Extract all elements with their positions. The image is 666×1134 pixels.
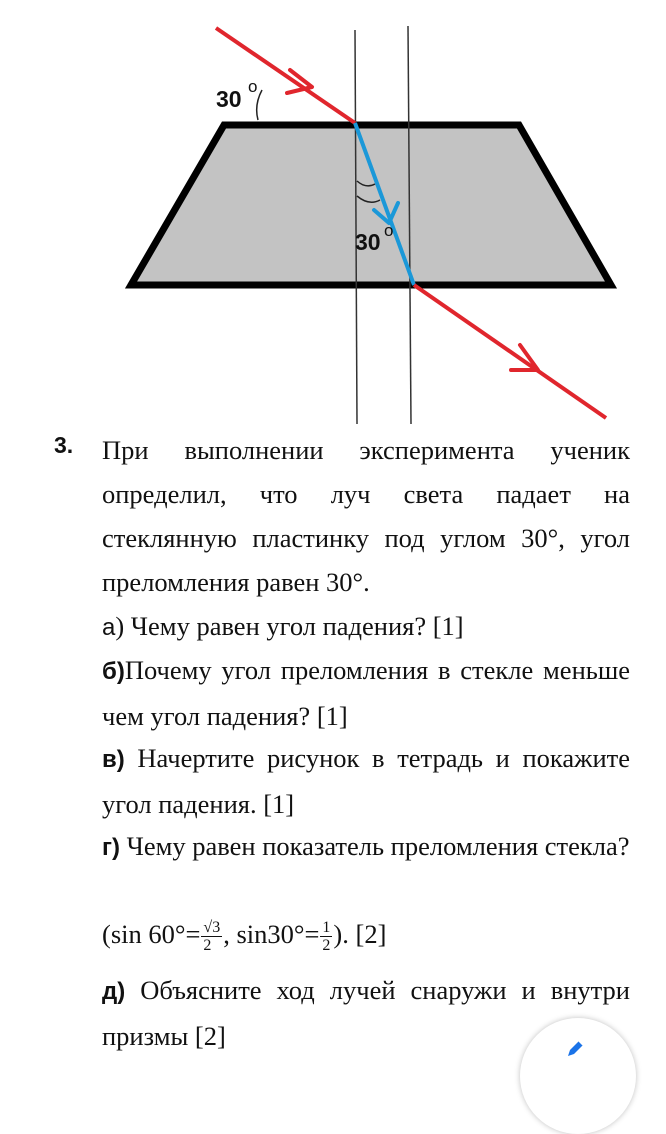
- question-d-text: Объясните ход лучей снаружи и внутри призмы [2]: [102, 975, 630, 1051]
- question-g: [102, 824, 630, 870]
- emergent-ray: [414, 285, 606, 418]
- question-b-label: б): [102, 658, 125, 685]
- inner-angle-degree: o: [384, 221, 394, 240]
- question-a-label: а: [102, 614, 116, 641]
- formula-open: (sin 60°=: [102, 919, 201, 949]
- question-v: [102, 736, 630, 826]
- pencil-icon: [564, 1038, 586, 1060]
- question-g-text: Чему равен показатель преломления стекла?: [120, 831, 630, 861]
- question-a-text: ) Чему равен угол падения? [1]: [115, 611, 464, 641]
- question-g-label: г): [102, 834, 120, 861]
- fraction-1-over-2: [320, 919, 332, 954]
- fraction-2-denominator: 2: [322, 937, 331, 955]
- edit-button[interactable]: [520, 1018, 636, 1134]
- fraction-sqrt3-over-2: [201, 919, 222, 954]
- fraction-1-denominator: 2: [203, 937, 212, 955]
- task-number: 3.: [54, 432, 74, 458]
- fraction-1-numerator: √3: [203, 919, 221, 937]
- question-a: [102, 604, 630, 650]
- formula-mid: , sin30°=: [223, 919, 320, 949]
- task-intro: При выполнении эксперимента ученик определил, что луч света падает на стеклянную пластинку под углом 30°, угол преломления равен 30°.: [102, 435, 630, 597]
- formula-close: ). [2]: [333, 919, 387, 949]
- normal-line-left: [355, 30, 357, 424]
- question-d-label: д): [102, 978, 126, 1005]
- question-b-text: Почему угол преломления в стекле меньше чем угол падения? [1]: [102, 655, 630, 731]
- refraction-figure: [0, 0, 666, 428]
- emergent-ray-arrow-icon: [511, 345, 538, 370]
- outer-angle-label: 30: [216, 86, 242, 112]
- question-g-formula: [102, 912, 630, 956]
- outer-angle-degree: o: [248, 77, 258, 96]
- question-b: [102, 648, 630, 738]
- question-v-text: Начертите рисунок в тетрадь и покажите угол падения. [1]: [102, 743, 630, 819]
- inner-angle-label: 30: [355, 229, 381, 255]
- question-v-label: в): [102, 746, 125, 773]
- glass-plate: [131, 125, 611, 285]
- fraction-2-numerator: 1: [322, 919, 331, 937]
